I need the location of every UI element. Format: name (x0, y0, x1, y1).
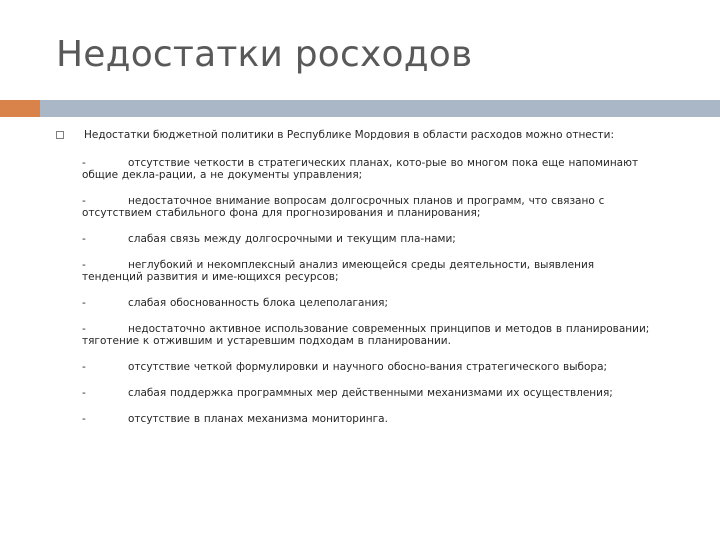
title-rule (40, 100, 720, 117)
list-item-text: недостаточно активное использование современных принципов и методов в планировании; тяготение к отжившим и устаревшим подходам в планировании. (82, 323, 650, 347)
list-item-text: неглубокий и некомплексный анализ имеющейся среды деятельности, выявления тенденций развития и име-ющихся ресурсов; (82, 259, 595, 283)
dash-marker: - (82, 387, 86, 399)
accent-bar (0, 100, 40, 117)
deficiency-list (56, 157, 656, 425)
list-item-text: отсутствие в планах механизма мониторинга. (128, 413, 388, 425)
list-item (82, 297, 656, 309)
intro-paragraph (56, 128, 656, 142)
intro-text: Недостатки бюджетной политики в Республике Мордовия в области расходов можно отнести: (84, 129, 615, 141)
list-item (82, 157, 656, 181)
dash-marker: - (82, 233, 86, 245)
square-bullet-icon (56, 131, 64, 139)
list-item (82, 413, 656, 425)
list-item-text: недостаточное внимание вопросам долгосрочных планов и программ, что связано с отсутствием стабильного фона для прогнозирования и планирования; (82, 195, 605, 219)
list-item-text: отсутствие четкости в стратегических планах, кото-рые во многом пока еще напоминают общие декла-рации, а не документы управления; (82, 157, 639, 181)
list-item (82, 195, 656, 219)
list-item (82, 361, 656, 373)
list-item (82, 259, 656, 283)
list-item (82, 387, 656, 399)
slide-body (56, 128, 656, 439)
dash-marker: - (82, 323, 86, 335)
list-item-text: слабая поддержка программных мер действенными механизмами их осуществления; (128, 387, 613, 399)
slide-title: Недостатки росходов (56, 34, 473, 75)
dash-marker: - (82, 259, 86, 271)
list-item (82, 323, 656, 347)
dash-marker: - (82, 195, 86, 207)
dash-marker: - (82, 157, 86, 169)
dash-marker: - (82, 361, 86, 373)
dash-marker: - (82, 413, 86, 425)
list-item-text: слабая связь между долгосрочными и текущим пла-нами; (128, 233, 456, 245)
list-item-text: слабая обоснованность блока целеполагания; (128, 297, 388, 309)
dash-marker: - (82, 297, 86, 309)
list-item (82, 233, 656, 245)
list-item-text: отсутствие четкой формулировки и научного обосно-вания стратегического выбора; (128, 361, 608, 373)
